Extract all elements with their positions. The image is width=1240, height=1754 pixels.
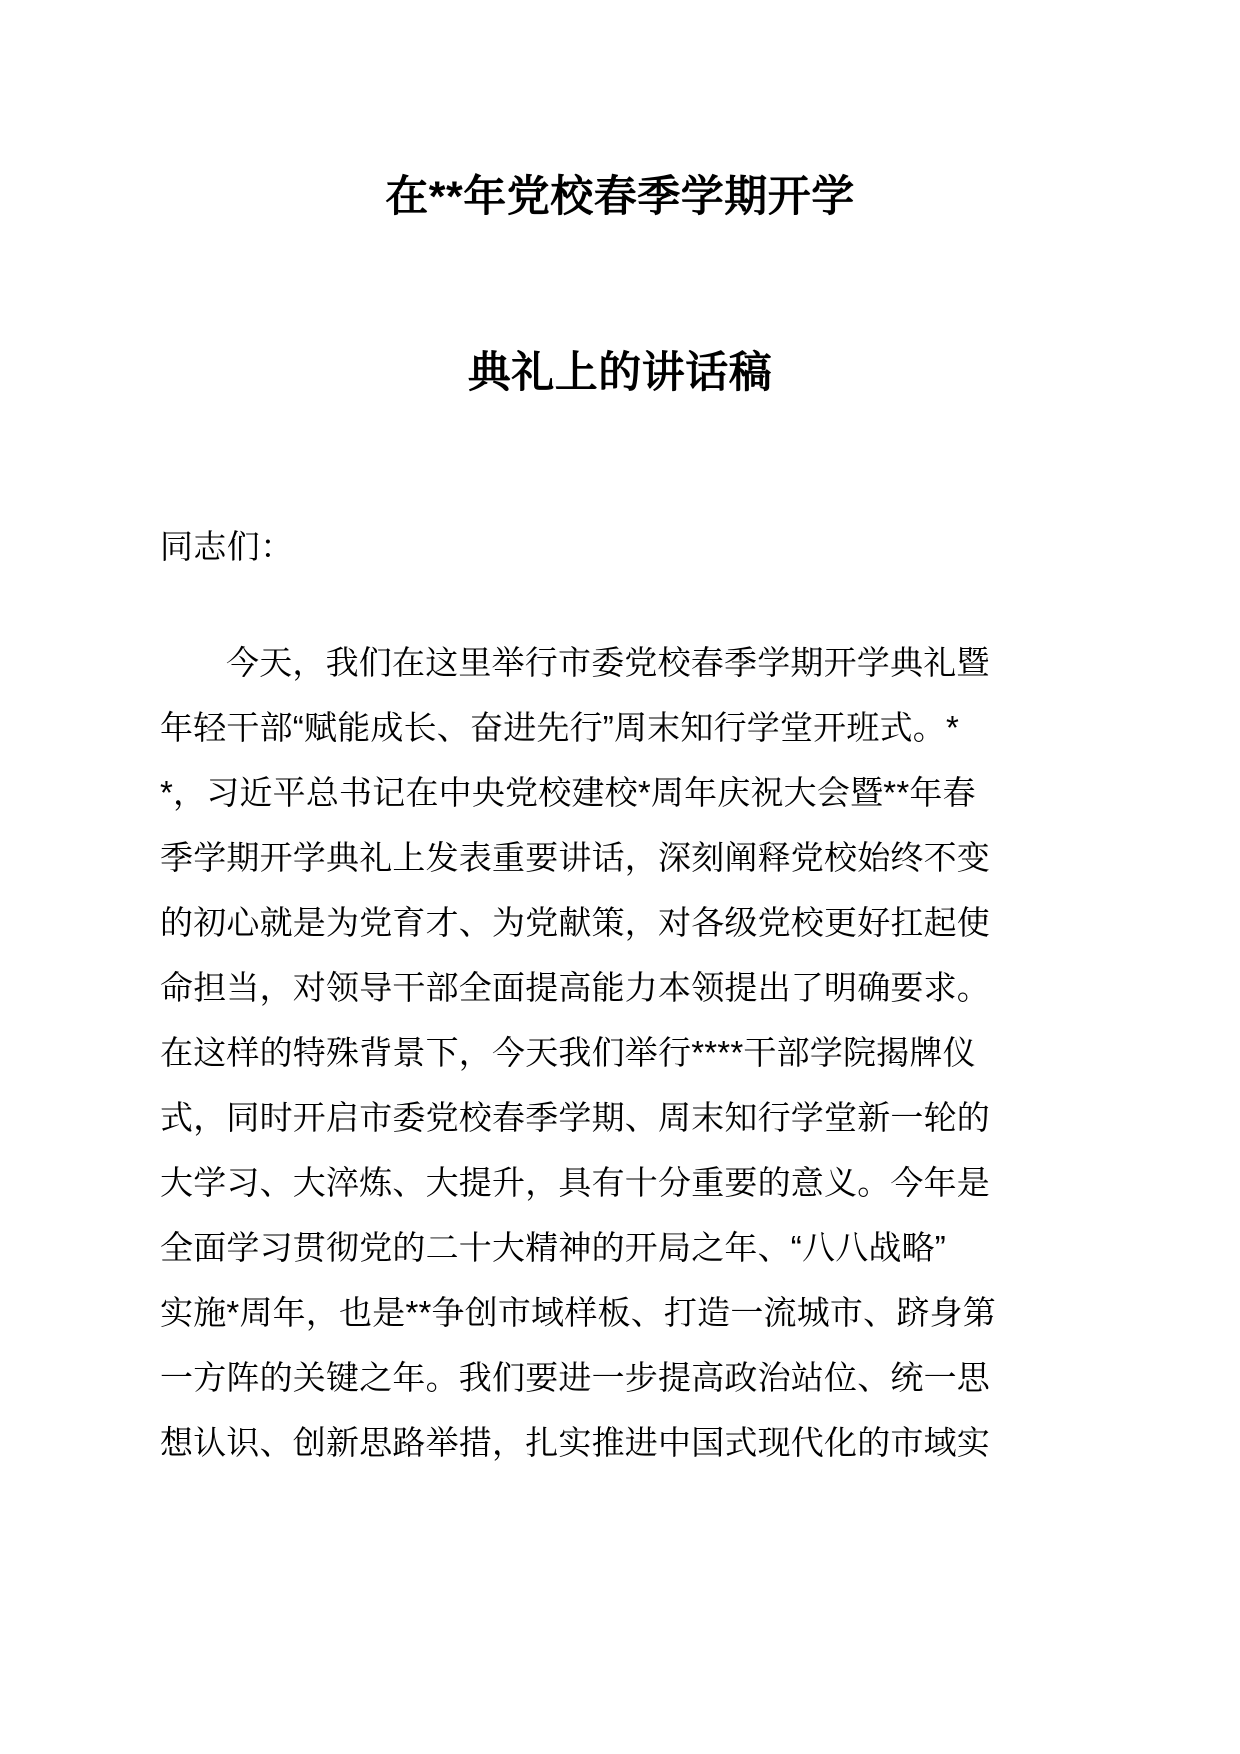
- body-line: 式，同时开启市委党校春季学期、周末知行学堂新一轮的: [160, 1098, 990, 1136]
- body-line: 全面学习贯彻党的二十大精神的开局之年、“八八战略”: [160, 1228, 946, 1266]
- body-line: 想认识、创新思路举措，扎实推进中国式现代化的市域实: [160, 1423, 990, 1461]
- body-line: 今天，我们在这里举行市委党校春季学期开学典礼暨: [226, 643, 990, 681]
- body-line: 实施*周年，也是**争创市域样板、打造一流城市、跻身第: [160, 1293, 996, 1331]
- body-line: 在这样的特殊背景下，今天我们举行****干部学院揭牌仪: [160, 1033, 976, 1071]
- salutation: 同志们：: [160, 528, 294, 566]
- body-line: 一方阵的关键之年。我们要进一步提高政治站位、统一思: [160, 1358, 990, 1396]
- body-line: 年轻干部“赋能成长、奋进先行”周末知行学堂开班式。*: [160, 708, 960, 746]
- body-line: 命担当，对领导干部全面提高能力本领提出了明确要求。: [160, 968, 990, 1006]
- page-title-line-2: 典礼上的讲话稿: [467, 349, 773, 398]
- page-title-line-1: 在**年党校春季学期开学: [385, 173, 855, 221]
- body-line: *，习近平总书记在中央党校建校*周年庆祝大会暨**年春: [160, 773, 976, 811]
- body-paragraph: [160, 572, 1080, 1475]
- body-line: 季学期开学典礼上发表重要讲话，深刻阐释党校始终不变: [160, 838, 990, 876]
- body-line: 大学习、大淬炼、大提升，具有十分重要的意义。今年是: [160, 1163, 990, 1201]
- body-line: 的初心就是为党育才、为党献策，对各级党校更好扛起使: [160, 903, 990, 941]
